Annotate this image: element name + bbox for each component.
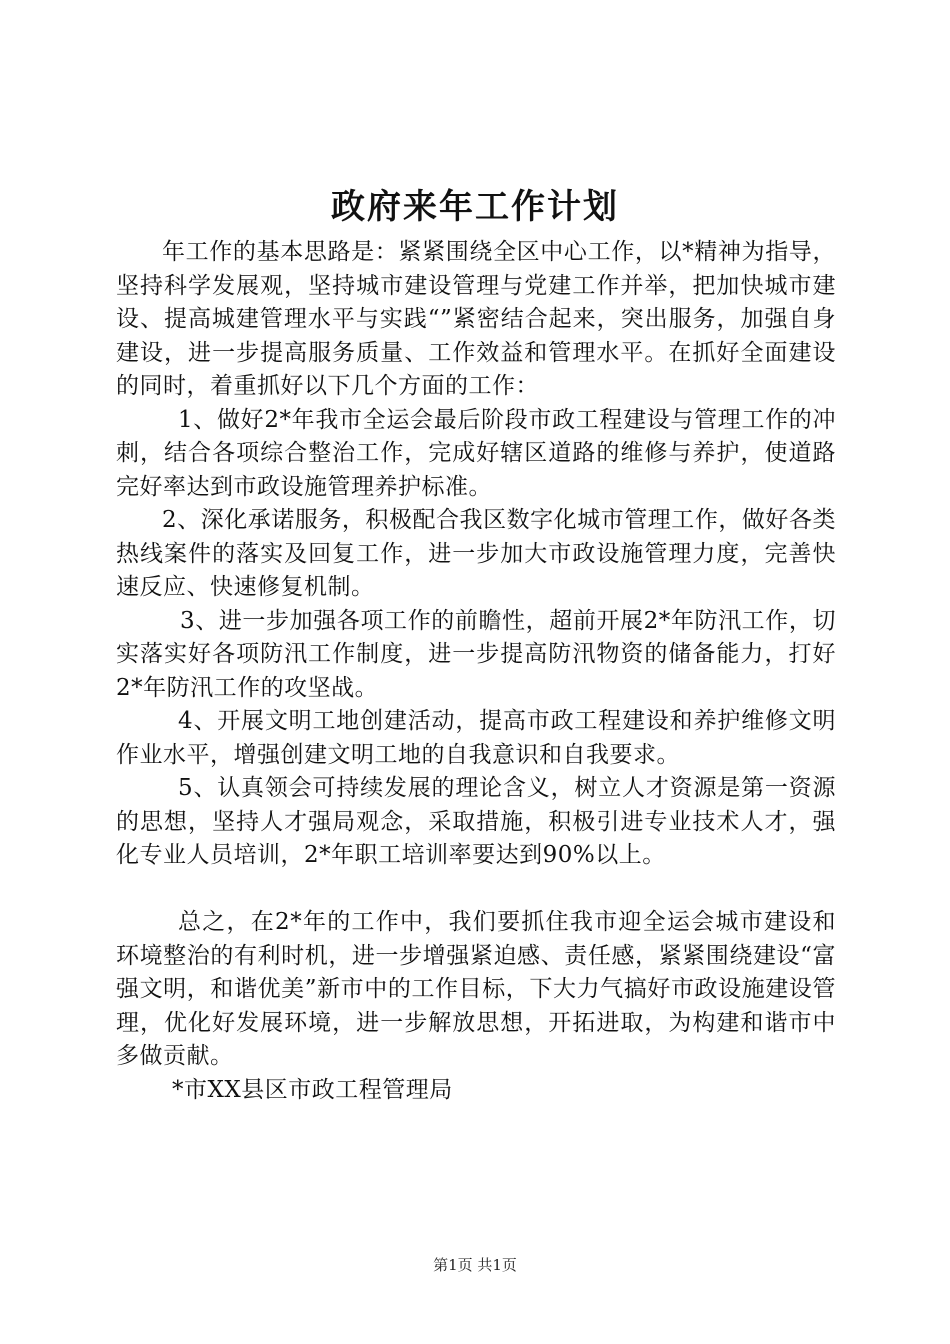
document-body xyxy=(116,236,836,1107)
list-item-3: 3、进一步加强各项工作的前瞻性，超前开展2*年防汛工作，切实落实好各项防汛工作制度，进一步提高防汛物资的储备能力，打好2*年防汛工作的攻坚战。 xyxy=(116,607,836,701)
list-item-1: 1、做好2*年我市全运会最后阶段市政工程建设与管理工作的冲刺，结合各项综合整治工作，完成好辖区道路的维修与养护，使道路完好率达到市政设施管理养护标准。 xyxy=(116,406,836,500)
page-number: 第1页 共1页 xyxy=(433,1256,517,1274)
paragraph-spacer xyxy=(116,873,836,907)
conclusion-paragraph: 总之，在2*年的工作中，我们要抓住我市迎全运会城市建设和环境整治的有利时机，进一步增强紧迫感、责任感，紧紧围绕建设“富强文明，和谐优美”新市中的工作目标，下大力气搞好市政设施建设管理，优化好发展环境，进一步解放思想，开拓进取，为构建和谐市中多做贡献。 xyxy=(116,909,836,1069)
list-item-4: 4、开展文明工地创建活动，提高市政工程建设和养护维修文明作业水平，增强创建文明工地的自我意识和自我要求。 xyxy=(116,708,836,768)
signature-line: *市XX县区市政工程管理局 xyxy=(172,1076,453,1103)
page-title: 政府来年工作计划 xyxy=(331,187,619,227)
list-item-2: 2、深化承诺服务，积极配合我区数字化城市管理工作，做好各类热线案件的落实及回复工作，进一步加大市政设施管理力度，完善快速反应、快速修复机制。 xyxy=(116,507,836,600)
intro-paragraph: 年工作的基本思路是：紧紧围绕全区中心工作，以*精神为指导，坚持科学发展观，坚持城市建设管理与党建工作并举，把加快城市建设、提高城建管理水平与实践“”紧密结合起来，突出服务，加强自身建设，进一步提高服务质量、工作效益和管理水平。在抓好全面建设的同时，着重抓好以下几个方面的工作： xyxy=(116,239,836,399)
list-item-5: 5、认真领会可持续发展的理论含义，树立人才资源是第一资源的思想，坚持人才强局观念，采取措施，积极引进专业技术人才，强化专业人员培训，2*年职工培训率要达到90%以上。 xyxy=(116,775,836,868)
